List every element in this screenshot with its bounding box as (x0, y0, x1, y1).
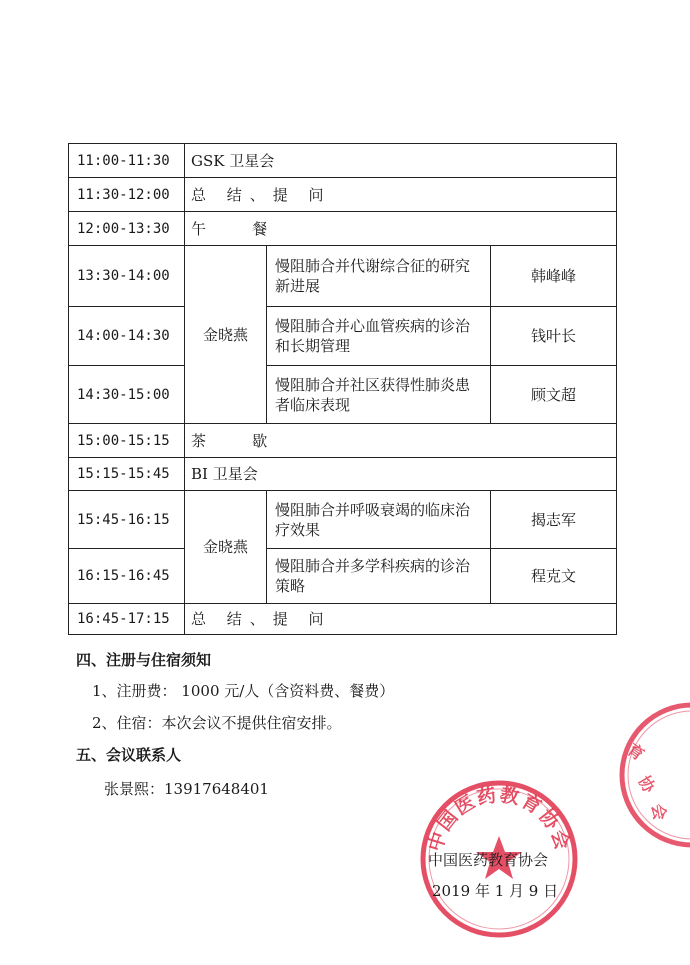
contact-person: 张景熙：13917648401 (104, 780, 269, 798)
item-cell: 茶 歇 (185, 424, 617, 458)
section4-heading: 四、注册与住宿须知 (76, 651, 212, 669)
time-cell: 14:00-14:30 (69, 307, 185, 366)
time-cell: 11:30-12:00 (69, 178, 185, 212)
table-row (69, 491, 617, 549)
topic-cell: 慢阻肺合并代谢综合征的研究新进展 (267, 246, 491, 307)
speaker-cell: 顾文超 (491, 366, 617, 424)
chair-cell: 金晓燕 (185, 246, 267, 424)
seal-text: 中国医药教育协会 (424, 783, 574, 855)
time-cell: 16:15-16:45 (69, 549, 185, 604)
time-cell: 15:00-15:15 (69, 424, 185, 458)
table-row (69, 212, 617, 246)
topic-cell: 慢阻肺合并社区获得性肺炎患者临床表现 (267, 366, 491, 424)
signature-org: 中国医药教育协会 (428, 851, 549, 869)
time-cell: 15:15-15:45 (69, 458, 185, 491)
time-cell: 13:30-14:00 (69, 246, 185, 307)
table-row (69, 307, 617, 366)
item-cell: 午 餐 (185, 212, 617, 246)
svg-text:育: 育 (623, 739, 648, 765)
table-row (69, 144, 617, 178)
table-row (69, 549, 617, 604)
lodging-note: 2、住宿：本次会议不提供住宿安排。 (92, 714, 342, 732)
signature-date: 2019 年 1 月 9 日 (432, 882, 559, 900)
table-row (69, 178, 617, 212)
table-row (69, 366, 617, 424)
time-cell: 12:00-13:30 (69, 212, 185, 246)
table-row (69, 424, 617, 458)
topic-cell: 慢阻肺合并呼吸衰竭的临床治疗效果 (267, 491, 491, 549)
item-cell: BI 卫星会 (185, 458, 617, 491)
speaker-cell: 韩峰峰 (491, 246, 617, 307)
table-row (69, 604, 617, 635)
speaker-cell: 钱叶长 (491, 307, 617, 366)
item-cell: GSK 卫星会 (185, 144, 617, 178)
time-cell: 11:00-11:30 (69, 144, 185, 178)
topic-cell: 慢阻肺合并心血管疾病的诊治和长期管理 (267, 307, 491, 366)
registration-fee: 1、注册费： 1000 元/人（含资料费、餐费） (92, 682, 395, 700)
chair-cell: 金晓燕 (185, 491, 267, 604)
speaker-cell: 揭志军 (491, 491, 617, 549)
schedule-table (68, 143, 617, 635)
section5-heading: 五、会议联系人 (76, 746, 182, 764)
time-cell: 14:30-15:00 (69, 366, 185, 424)
item-cell: 总 结、提 问 (185, 604, 617, 635)
svg-text:协: 协 (634, 772, 659, 796)
table-row (69, 246, 617, 307)
time-cell: 15:45-16:15 (69, 491, 185, 549)
topic-cell: 慢阻肺合并多学科疾病的诊治策略 (267, 549, 491, 604)
svg-text:会: 会 (648, 802, 670, 822)
speaker-cell: 程克文 (491, 549, 617, 604)
table-row (69, 458, 617, 491)
item-cell: 总 结、提 问 (185, 178, 617, 212)
time-cell: 16:45-17:15 (69, 604, 185, 635)
seal-fragment (612, 700, 690, 850)
